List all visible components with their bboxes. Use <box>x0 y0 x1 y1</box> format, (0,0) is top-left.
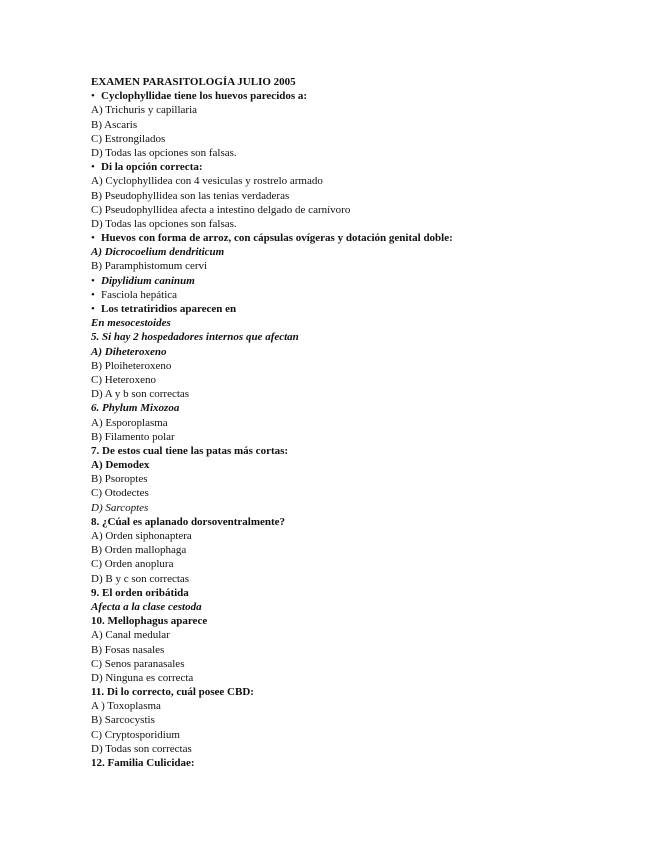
bullet-line <box>91 302 631 316</box>
text-line <box>91 430 631 444</box>
line-text: C) Heteroxeno <box>91 373 157 386</box>
line-text: B) Paramphistomum cervi <box>91 260 208 273</box>
line-text: A) Trichuris y capillaria <box>91 104 198 117</box>
text-line <box>91 416 631 430</box>
line-text: D) B y c son correctas <box>91 572 190 585</box>
bullet-line <box>91 89 631 103</box>
line-text: Fasciola hepática <box>101 288 178 301</box>
line-text: C) Pseudophyllidea afecta a intestino delgado de carnívoro <box>91 203 351 216</box>
text-line <box>91 600 631 614</box>
bullet-icon <box>91 90 101 102</box>
text-line <box>91 118 631 132</box>
line-text: C) Orden anoplura <box>91 558 174 571</box>
line-text: Di la opción correcta: <box>101 161 203 174</box>
text-line <box>91 713 631 727</box>
line-text: Dipylidium caninum <box>101 274 195 287</box>
line-text: C) Cryptosporidium <box>91 728 180 741</box>
text-line <box>91 557 631 571</box>
text-line <box>91 472 631 486</box>
bullet-icon <box>91 161 101 173</box>
text-line <box>91 401 631 415</box>
line-text: B) Ploiheteroxeno <box>91 359 172 372</box>
text-line <box>91 643 631 657</box>
text-line <box>91 146 631 160</box>
line-text: C) Estrongilados <box>91 132 166 145</box>
bullet-line <box>91 288 631 302</box>
line-text: 9. El orden oribátida <box>91 586 189 599</box>
text-line <box>91 572 631 586</box>
text-line <box>91 330 631 344</box>
text-line <box>91 103 631 117</box>
text-line <box>91 373 631 387</box>
document-title: EXAMEN PARASITOLOGÍA JULIO 2005 <box>91 76 296 88</box>
line-text: Los tetratiridios aparecen en <box>101 303 237 315</box>
line-text: B) Sarcocystis <box>91 714 155 727</box>
text-line <box>91 543 631 557</box>
text-line <box>91 174 631 188</box>
line-text: D) Sarcoptes <box>91 501 149 514</box>
line-text: D) Todas las opciones son falsas. <box>91 217 237 230</box>
line-text: 10. Mellophagus aparece <box>91 615 208 628</box>
bullet-icon <box>91 232 101 244</box>
line-text: D) Todas las opciones son falsas. <box>91 146 237 159</box>
text-line <box>91 345 631 359</box>
text-line <box>91 486 631 500</box>
bullet-icon <box>91 289 101 301</box>
line-text: B) Psoroptes <box>91 473 148 486</box>
text-line <box>91 728 631 742</box>
text-line <box>91 259 631 273</box>
line-text: A) Orden siphonaptera <box>91 530 192 542</box>
line-text: A) Canal medular <box>91 629 170 642</box>
line-text: Cyclophyllidae tiene los huevos parecidos a: <box>101 90 308 103</box>
text-line <box>91 657 631 671</box>
line-text: B) Pseudophyllidea son las tenias verdaderas <box>91 189 290 202</box>
text-line <box>91 359 631 373</box>
line-text: B) Orden mallophaga <box>91 544 187 557</box>
text-line <box>91 671 631 685</box>
bullet-icon <box>91 275 101 287</box>
text-line <box>91 756 631 770</box>
line-text: A ) Toxoplasma <box>91 700 161 713</box>
line-text: C) Otodectes <box>91 487 149 500</box>
line-text: C) Senos paranasales <box>91 657 185 670</box>
line-text: Huevos con forma de arroz, con cápsulas ovígeras y dotación genital doble: <box>101 232 453 245</box>
line-text: A) Cyclophyllidea con 4 vesiculas y rostrelo armado <box>91 175 323 188</box>
line-text: D) A y b son correctas <box>91 388 190 401</box>
document-page <box>91 75 631 770</box>
bullet-icon <box>91 303 101 315</box>
text-line <box>91 217 631 231</box>
text-line <box>91 444 631 458</box>
text-line <box>91 501 631 515</box>
line-text: A) Demodex <box>91 459 150 472</box>
text-line <box>91 529 631 543</box>
text-line <box>91 614 631 628</box>
text-line <box>91 458 631 472</box>
text-line <box>91 742 631 756</box>
line-text: 7. De estos cual tiene las patas más cortas: <box>91 444 289 457</box>
line-text: D) Ninguna es correcta <box>91 671 194 684</box>
line-text: En mesocestoides <box>91 317 171 330</box>
text-line <box>91 132 631 146</box>
text-line <box>91 387 631 401</box>
text-line <box>91 699 631 713</box>
text-line <box>91 189 631 203</box>
text-line <box>91 316 631 330</box>
line-text: 11. Di lo correcto, cuál posee CBD: <box>91 686 254 699</box>
line-text: B) Filamento polar <box>91 430 175 443</box>
line-text: A) Dicrocoelium dendriticum <box>91 246 225 259</box>
line-text: B) Fosas nasales <box>91 643 165 656</box>
line-text: D) Todas son correctas <box>91 742 192 755</box>
bullet-line <box>91 160 631 174</box>
line-text: 8. ¿Cúal es aplanado dorsoventralmente? <box>91 515 286 528</box>
bullet-line <box>91 231 631 245</box>
text-line <box>91 515 631 529</box>
text-line <box>91 586 631 600</box>
text-line <box>91 628 631 642</box>
text-line <box>91 245 631 259</box>
line-text: 12. Familia Culicidae: <box>91 757 195 769</box>
bullet-line <box>91 274 631 288</box>
line-text: 5. Si hay 2 hospedadores internos que afectan <box>91 331 299 344</box>
line-text: B) Ascaris <box>91 118 138 131</box>
line-text: 6. Phylum Mixozoa <box>91 402 180 415</box>
line-text: A) Esporoplasma <box>91 416 168 429</box>
document-body <box>91 89 631 770</box>
text-line <box>91 203 631 217</box>
line-text: Afecta a la clase cestoda <box>91 600 202 613</box>
line-text: A) Diheteroxeno <box>91 345 167 358</box>
text-line <box>91 685 631 699</box>
